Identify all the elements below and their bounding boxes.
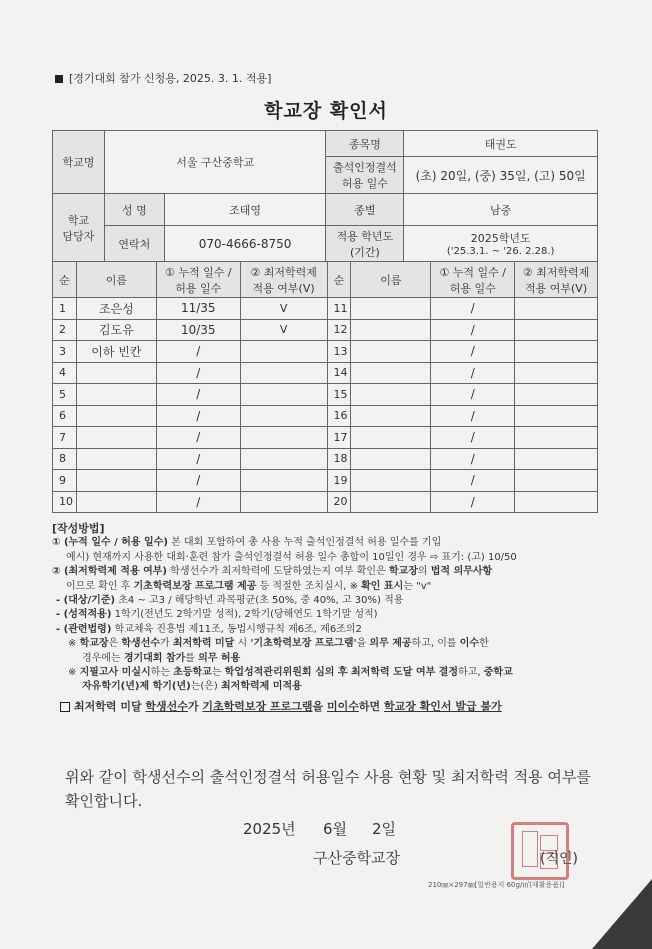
col-no: 순 <box>327 262 351 298</box>
instruction-2-line2: 이므로 확인 후 기초학력보장 프로그램 제공 등 적절한 조치실시, ※ 확인 표시는 "v" <box>66 580 432 592</box>
cell-check <box>240 341 327 363</box>
cell-days: / <box>431 405 515 427</box>
cell-days: / <box>156 470 240 492</box>
table-row <box>53 384 598 406</box>
note-1: ※ 학교장은 학생선수가 최저학력 미달 시 '기초학력보장 프로그램'을 의무 제공하고, 이를 이수한 <box>68 638 489 650</box>
cell-no: 2 <box>53 319 77 341</box>
instruction-1-example: 예시) 현재까지 사용한 대회·훈련 참가 출석인정결석 허용 일수 총합이 10일인 경우 ⇨ 표기: (고) 10/50 <box>66 551 517 563</box>
cell-days: / <box>431 384 515 406</box>
col-name: 이름 <box>76 262 156 298</box>
cell-days: / <box>431 298 515 320</box>
table-row <box>53 405 598 427</box>
cell-days: / <box>156 341 240 363</box>
table-row <box>53 427 598 449</box>
cell-name <box>76 470 156 492</box>
cell-name <box>351 405 431 427</box>
square-bullet-icon <box>55 75 63 83</box>
school-label: 학교명 <box>53 131 105 194</box>
cell-check <box>240 448 327 470</box>
cell-no: 3 <box>53 341 77 363</box>
cell-days: / <box>156 405 240 427</box>
final-warning: 최저학력 미달 학생선수가 기초학력보장 프로그램을 미이수하면 학교장 확인서 발급 불가 <box>52 700 612 714</box>
date-year: 2025년 <box>243 820 296 838</box>
division-label: 종별 <box>326 194 404 226</box>
cell-days: / <box>431 362 515 384</box>
col-check: ② 최저학력제 적용 여부(V) <box>515 262 598 298</box>
cell-name <box>351 298 431 320</box>
note-2-line2: 자유학기(년)제 학기(년)는(은) 최저학력제 미적용 <box>82 681 302 693</box>
cell-name <box>351 341 431 363</box>
note-1-line2: 경우에는 경기대회 참가를 의무 허용 <box>82 652 241 664</box>
roster-table <box>52 261 598 513</box>
cell-name <box>351 362 431 384</box>
allowed-days-label: 출석인정결석 허용 일수 <box>326 157 404 194</box>
col-no: 순 <box>53 262 77 298</box>
law-line: - (관련법령) 학교체육 진흥법 제11조, 동법시행규칙 제6조, 제6조의2 <box>56 623 362 635</box>
cell-no: 12 <box>327 319 351 341</box>
cell-check <box>515 491 598 513</box>
note-2: ※ 지필고사 미실시하는 초등학교는 학업성적관리위원회 심의 후 최저학력 도달 여부 결정하고, 중학교 <box>68 667 513 679</box>
cell-days: / <box>431 319 515 341</box>
cell-check <box>515 427 598 449</box>
cell-check <box>515 384 598 406</box>
cell-no: 17 <box>327 427 351 449</box>
cell-name <box>76 384 156 406</box>
col-days: ① 누적 일수 / 허용 일수 <box>156 262 240 298</box>
table-row <box>53 362 598 384</box>
cell-no: 4 <box>53 362 77 384</box>
date-month: 6월 <box>323 820 348 838</box>
allowed-days-value: (초) 20일, (중) 35일, (고) 50일 <box>404 157 598 194</box>
document-title: 학교장 확인서 <box>264 100 388 122</box>
cell-no: 6 <box>53 405 77 427</box>
cell-days: / <box>431 491 515 513</box>
table-row <box>53 298 598 320</box>
cell-name <box>76 491 156 513</box>
table-row <box>53 491 598 513</box>
cell-name <box>76 405 156 427</box>
cell-check <box>240 405 327 427</box>
cell-no: 7 <box>53 427 77 449</box>
cell-check <box>515 448 598 470</box>
form-note: [경기대회 참가 신청용, 2025. 3. 1. 적용] <box>55 70 271 86</box>
instructions-heading: [작성방법] <box>52 522 105 535</box>
school-name: 서울 구산중학교 <box>104 131 326 194</box>
cell-check <box>240 470 327 492</box>
cell-days: / <box>431 448 515 470</box>
paper-spec-footer: 210㎜×297㎜[일반용지 60g/㎡(재활용품)] <box>428 881 565 889</box>
cell-days: / <box>156 384 240 406</box>
cell-check: V <box>240 319 327 341</box>
table-row <box>53 341 598 363</box>
cell-days: 11/35 <box>156 298 240 320</box>
cell-days: / <box>156 427 240 449</box>
cell-no: 14 <box>327 362 351 384</box>
year-value: 2025학년도 ('25.3.1. ~ '26. 2.28.) <box>404 226 598 262</box>
cell-check <box>240 491 327 513</box>
cell-name <box>76 427 156 449</box>
cell-days: / <box>156 362 240 384</box>
cell-check <box>515 298 598 320</box>
cell-name: 김도유 <box>76 319 156 341</box>
criteria-line: - (대상/기준) 초4 ~ 고3 / 해당학년 과목평균(초 50%, 중 40%, 고 30%) 적용 <box>56 595 404 607</box>
cell-name <box>351 470 431 492</box>
cell-no: 19 <box>327 470 351 492</box>
col-name: 이름 <box>351 262 431 298</box>
cell-name <box>351 427 431 449</box>
cell-name <box>351 319 431 341</box>
cell-check <box>240 427 327 449</box>
cell-check: V <box>240 298 327 320</box>
cell-no: 5 <box>53 384 77 406</box>
cell-no: 13 <box>327 341 351 363</box>
writing-instructions <box>52 522 612 714</box>
page-corner-shadow <box>592 879 652 949</box>
col-check: ② 최저학력제 적용 여부(V) <box>240 262 327 298</box>
cell-no: 10 <box>53 491 77 513</box>
cell-no: 16 <box>327 405 351 427</box>
cell-name: 조은성 <box>76 298 156 320</box>
contact-label: 학교 담당자 <box>53 194 105 262</box>
teacher-name-label: 성 명 <box>104 194 164 226</box>
cell-days: / <box>431 470 515 492</box>
cell-name <box>351 448 431 470</box>
teacher-name: 조태영 <box>164 194 326 226</box>
cell-name <box>351 491 431 513</box>
cell-no: 9 <box>53 470 77 492</box>
checkbox-icon <box>60 702 70 712</box>
cell-days: / <box>431 341 515 363</box>
cell-name <box>76 362 156 384</box>
date-day: 2일 <box>372 820 397 838</box>
sport-value: 태권도 <box>404 131 598 157</box>
cell-check <box>515 362 598 384</box>
instruction-2: ② (최저학력제 적용 여부) 학생선수가 최저학력에 도달하였는지 여부 확인은 학교장의 법적 의무사항 <box>52 566 493 578</box>
cell-no: 20 <box>327 491 351 513</box>
cell-name: 이하 빈칸 <box>76 341 156 363</box>
cell-no: 18 <box>327 448 351 470</box>
cell-check <box>515 405 598 427</box>
cell-days: / <box>156 491 240 513</box>
cell-check <box>515 470 598 492</box>
table-row <box>53 319 598 341</box>
cell-no: 8 <box>53 448 77 470</box>
header-table <box>52 130 598 262</box>
cell-check <box>240 362 327 384</box>
phone-label: 연락처 <box>104 226 164 262</box>
school-signature: 구산중학교장 <box>313 849 400 867</box>
seal-label: (직인) <box>540 851 578 867</box>
cell-check <box>515 341 598 363</box>
sport-label: 종목명 <box>326 131 404 157</box>
instruction-1: ① (누적 일수 / 허용 일수) 본 대회 포함하여 총 사용 누적 출석인정결석 허용 일수를 기입 <box>52 537 442 549</box>
col-days: ① 누적 일수 / 허용 일수 <box>431 262 515 298</box>
cell-name <box>76 448 156 470</box>
cell-check <box>240 384 327 406</box>
division-value: 남중 <box>404 194 598 226</box>
confirmation-text: 위와 같이 학생선수의 출석인정결석 허용일수 사용 현황 및 최저학력 적용 여부를 확인합니다. <box>65 768 591 810</box>
cell-check <box>515 319 598 341</box>
seal-stroke <box>522 831 538 867</box>
cell-days: / <box>156 448 240 470</box>
grade-apply-line: - (성적적용) 1학기(전년도 2학기말 성적), 2학기(당해연도 1학기말 성적) <box>56 609 378 621</box>
cell-days: 10/35 <box>156 319 240 341</box>
table-row <box>53 470 598 492</box>
phone-value: 070-4666-8750 <box>164 226 326 262</box>
cell-days: / <box>431 427 515 449</box>
cell-name <box>351 384 431 406</box>
cell-no: 15 <box>327 384 351 406</box>
year-label: 적용 학년도 (기간) <box>326 226 404 262</box>
cell-no: 11 <box>327 298 351 320</box>
cell-no: 1 <box>53 298 77 320</box>
table-row <box>53 448 598 470</box>
